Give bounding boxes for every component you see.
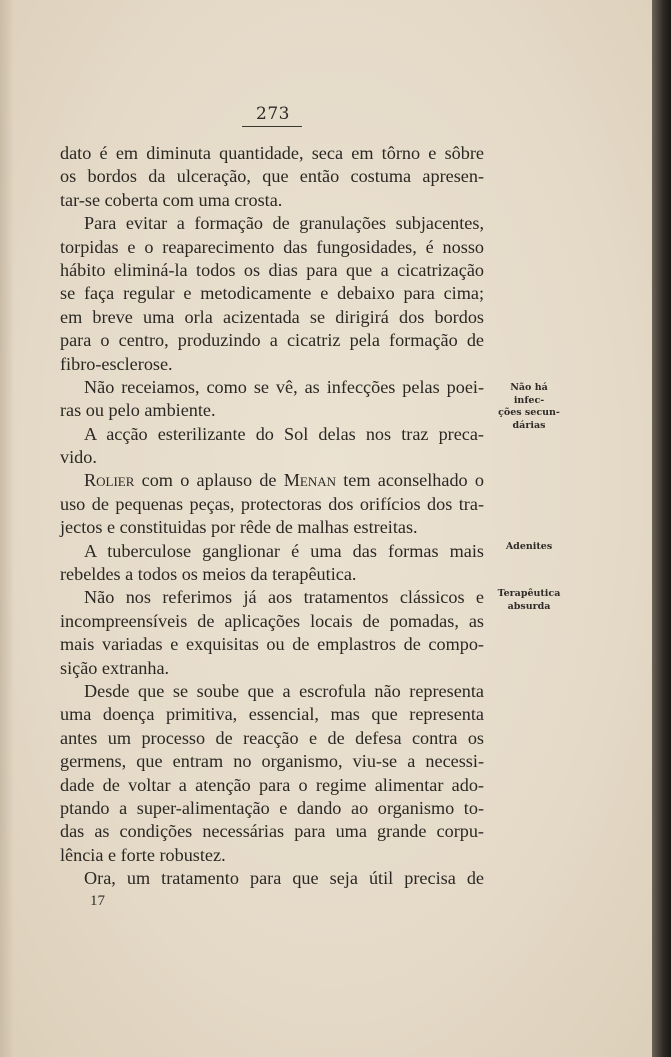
- text-line: sição extranha.: [60, 657, 170, 678]
- page-gutter-shadow: [0, 0, 14, 1057]
- text-line: A acção esterilizante do Sol delas nos traz preca-: [84, 423, 484, 444]
- margin-note-infeccoes: [494, 382, 564, 432]
- text-line: antes um processo de reacção e de defesa contra os: [60, 727, 484, 748]
- margin-note-adenites: [494, 541, 564, 554]
- text-line: das as condições necessárias para uma grande corpu-: [60, 821, 484, 842]
- text-line: torpidas e o reaparecimento das fungosidades, é nosso: [60, 236, 484, 257]
- page-edge: [652, 0, 671, 1057]
- text-segment: tem aconselhado o: [336, 470, 484, 491]
- text-line: [60, 469, 484, 492]
- text-line: Não receiamos, como se vê, as infecções pelas poei-: [84, 376, 484, 397]
- text-line: uma doença primitiva, essencial, mas que representa: [60, 704, 484, 725]
- margin-note-line: ções secun-: [498, 407, 560, 418]
- text-line: Ora, um tratamento para que seja útil precisa de: [84, 868, 484, 889]
- printer-signature: 17: [90, 893, 105, 909]
- margin-note-line: dárias: [512, 419, 546, 431]
- text-line: hábito eliminá-la todos os dias para que a cicatrização: [60, 259, 484, 280]
- author-name: Rolier: [84, 470, 135, 491]
- text-line: A tuberculose ganglionar é uma das formas mais: [84, 540, 484, 561]
- text-line: germens, que entram no organismo, viu-se a necessi-: [60, 751, 484, 772]
- text-line: dade de voltar a atenção para o regime alimentar ado-: [60, 774, 484, 795]
- margin-note-line: Não há infec-: [510, 382, 548, 406]
- text-line: os bordos da ulceração, que então costuma apresen-: [60, 166, 484, 187]
- text-line: se faça regular e metodicamente e debaixo para cima;: [60, 283, 484, 304]
- body-text: [60, 142, 484, 891]
- text-line: Desde que se soube que a escrofula não representa: [84, 680, 484, 701]
- text-segment: com o aplauso de: [134, 470, 284, 491]
- text-line: vido.: [60, 447, 97, 468]
- text-line: uso de pequenas peças, protectoras dos orifícios dos tra-: [60, 493, 484, 514]
- text-line: Para evitar a formação de granulações subjacentes,: [84, 213, 484, 234]
- text-line: ras ou pelo ambiente.: [60, 400, 216, 421]
- page-number: 273: [256, 104, 290, 124]
- text-line: rebeldes a todos os meios da terapêutica.: [60, 564, 357, 585]
- text-line: Não nos referimos já aos tratamentos clássicos e: [84, 587, 484, 608]
- text-line: incompreensíveis de aplicações locais de pomadas, as: [60, 610, 484, 631]
- text-line: tar-se coberta com uma crosta.: [60, 189, 283, 210]
- text-line: dato é em diminuta quantidade, seca em tôrno e sôbre: [60, 143, 484, 163]
- margin-note-line: absurda: [507, 600, 551, 612]
- author-name: Menan: [283, 470, 337, 491]
- text-line: lência e forte robustez.: [60, 844, 226, 865]
- margin-note-line: Terapêutica: [497, 588, 561, 599]
- text-line: em breve uma orla acizentada se dirigirá dos bordos: [60, 306, 484, 327]
- header-rule: [242, 126, 302, 127]
- margin-note-terapeutica: [494, 588, 564, 613]
- text-line: fibro-esclerose.: [60, 353, 173, 374]
- text-line: jectos e constituidas por rêde de malhas estreitas.: [60, 517, 418, 538]
- text-line: mais variadas e exquisitas ou de emplastros de compo-: [60, 634, 484, 655]
- text-line: ptando a super-alimentação e dando ao organismo to-: [60, 797, 484, 818]
- margin-note-line: Adenites: [505, 541, 553, 552]
- text-line: para o centro, produzindo a cicatriz pela formação de: [60, 330, 484, 351]
